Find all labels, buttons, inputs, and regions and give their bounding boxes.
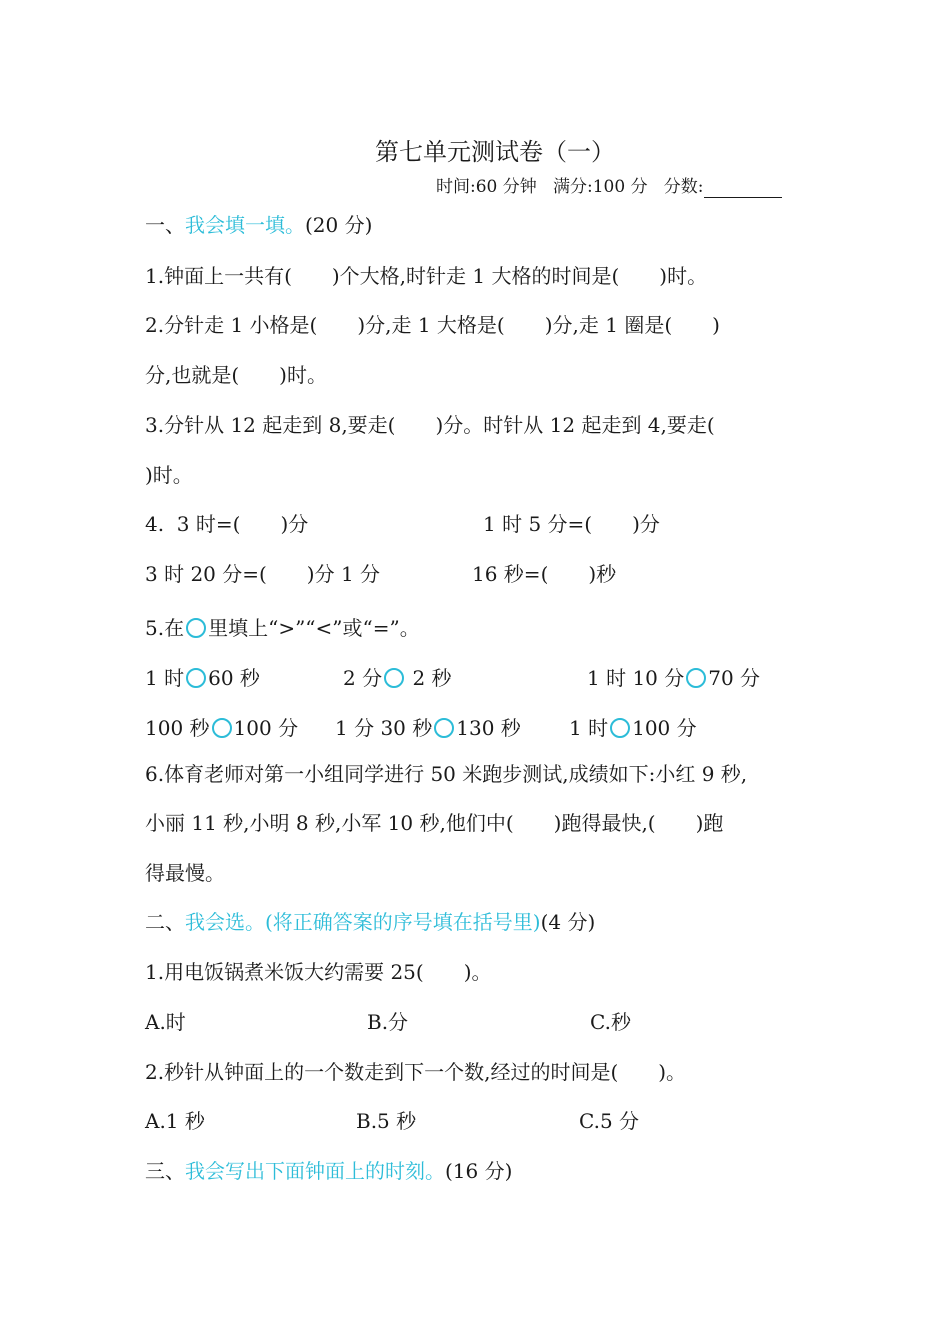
page-title: 第七单元测试卷（一） bbox=[375, 138, 615, 166]
question-1-6b: 小丽 11 秒,小明 8 秒,小军 10 秒,他们中( )跑得最快,( )跑 bbox=[145, 811, 724, 835]
option-a[interactable]: A.1 秒 bbox=[145, 1109, 205, 1133]
compare-item bbox=[587, 666, 760, 690]
compare-circle[interactable] bbox=[186, 668, 206, 688]
section2-heading bbox=[145, 910, 595, 934]
exam-meta bbox=[436, 176, 782, 198]
section-number: 三、 bbox=[145, 1159, 185, 1183]
compare-left: 1 时 bbox=[569, 716, 609, 740]
option-b[interactable]: B.5 秒 bbox=[356, 1109, 417, 1133]
section-title: 我会填一填。 bbox=[185, 213, 305, 237]
question-1-4-item4: 16 秒=( )秒 bbox=[472, 562, 617, 586]
section-title: 我会选。(将正确答案的序号填在括号里) bbox=[185, 910, 541, 934]
question-1-3b: )时。 bbox=[145, 463, 193, 487]
compare-item bbox=[569, 716, 697, 740]
section-title: 我会写出下面钟面上的时刻。 bbox=[185, 1159, 445, 1183]
circle-icon bbox=[186, 618, 206, 638]
option-b[interactable]: B.分 bbox=[367, 1010, 409, 1034]
compare-left: 1 时 10 分 bbox=[587, 666, 685, 690]
section-number: 二、 bbox=[145, 910, 185, 934]
compare-circle[interactable] bbox=[434, 718, 454, 738]
compare-right: 60 秒 bbox=[208, 666, 260, 690]
q5-prefix: 5.在 bbox=[145, 616, 185, 640]
section-points: (4 分) bbox=[540, 910, 596, 934]
compare-right: 70 分 bbox=[708, 666, 761, 690]
score-blank[interactable] bbox=[704, 179, 782, 198]
compare-right: 100 分 bbox=[632, 716, 697, 740]
compare-left: 1 分 30 秒 bbox=[335, 716, 433, 740]
compare-item bbox=[343, 666, 452, 690]
question-1-6c: 得最慢。 bbox=[145, 861, 225, 885]
question-2-1: 1.用电饭锅煮米饭大约需要 25( )。 bbox=[145, 960, 492, 984]
full-score-label: 满分:100 分 bbox=[552, 177, 648, 197]
section1-heading bbox=[145, 213, 372, 237]
compare-item bbox=[335, 716, 521, 740]
section-points: (20 分) bbox=[305, 213, 373, 237]
question-2-2: 2.秒针从钟面上的一个数走到下一个数,经过的时间是( )。 bbox=[145, 1060, 687, 1084]
option-c[interactable]: C.秒 bbox=[590, 1010, 631, 1034]
question-1-4-item1: 4. 3 时=( )分 bbox=[145, 512, 309, 536]
compare-right: 2 秒 bbox=[406, 666, 452, 690]
question-1-5 bbox=[145, 616, 420, 640]
question-1-4-item3: 3 时 20 分=( )分 1 分 bbox=[145, 562, 381, 586]
compare-left: 100 秒 bbox=[145, 716, 210, 740]
compare-right: 130 秒 bbox=[456, 716, 521, 740]
section-number: 一、 bbox=[145, 213, 185, 237]
score-label: 分数: bbox=[663, 177, 704, 197]
section3-heading bbox=[145, 1159, 512, 1183]
question-1-6a: 6.体育老师对第一小组同学进行 50 米跑步测试,成绩如下:小红 9 秒, bbox=[145, 762, 748, 786]
option-c[interactable]: C.5 分 bbox=[579, 1109, 640, 1133]
compare-item bbox=[145, 716, 298, 740]
compare-circle[interactable] bbox=[212, 718, 232, 738]
compare-circle[interactable] bbox=[686, 668, 706, 688]
compare-circle[interactable] bbox=[610, 718, 630, 738]
compare-left: 1 时 bbox=[145, 666, 185, 690]
compare-item bbox=[145, 666, 260, 690]
question-1-2a: 2.分针走 1 小格是( )分,走 1 大格是( )分,走 1 圈是( ) bbox=[145, 313, 720, 337]
compare-circle[interactable] bbox=[384, 668, 404, 688]
compare-left: 2 分 bbox=[343, 666, 383, 690]
question-1-2b: 分,也就是( )时。 bbox=[145, 363, 327, 387]
option-a[interactable]: A.时 bbox=[145, 1010, 186, 1034]
compare-right: 100 分 bbox=[233, 716, 299, 740]
question-1-4-item2: 1 时 5 分=( )分 bbox=[483, 512, 660, 536]
q5-suffix: 里填上“>”“<”或“=”。 bbox=[208, 616, 420, 640]
section-points: (16 分) bbox=[445, 1159, 513, 1183]
time-label: 时间:60 分钟 bbox=[436, 177, 537, 197]
question-1-1: 1.钟面上一共有( )个大格,时针走 1 大格的时间是( )时。 bbox=[145, 264, 708, 288]
question-1-3a: 3.分针从 12 起走到 8,要走( )分。时针从 12 起走到 4,要走( bbox=[145, 413, 715, 437]
